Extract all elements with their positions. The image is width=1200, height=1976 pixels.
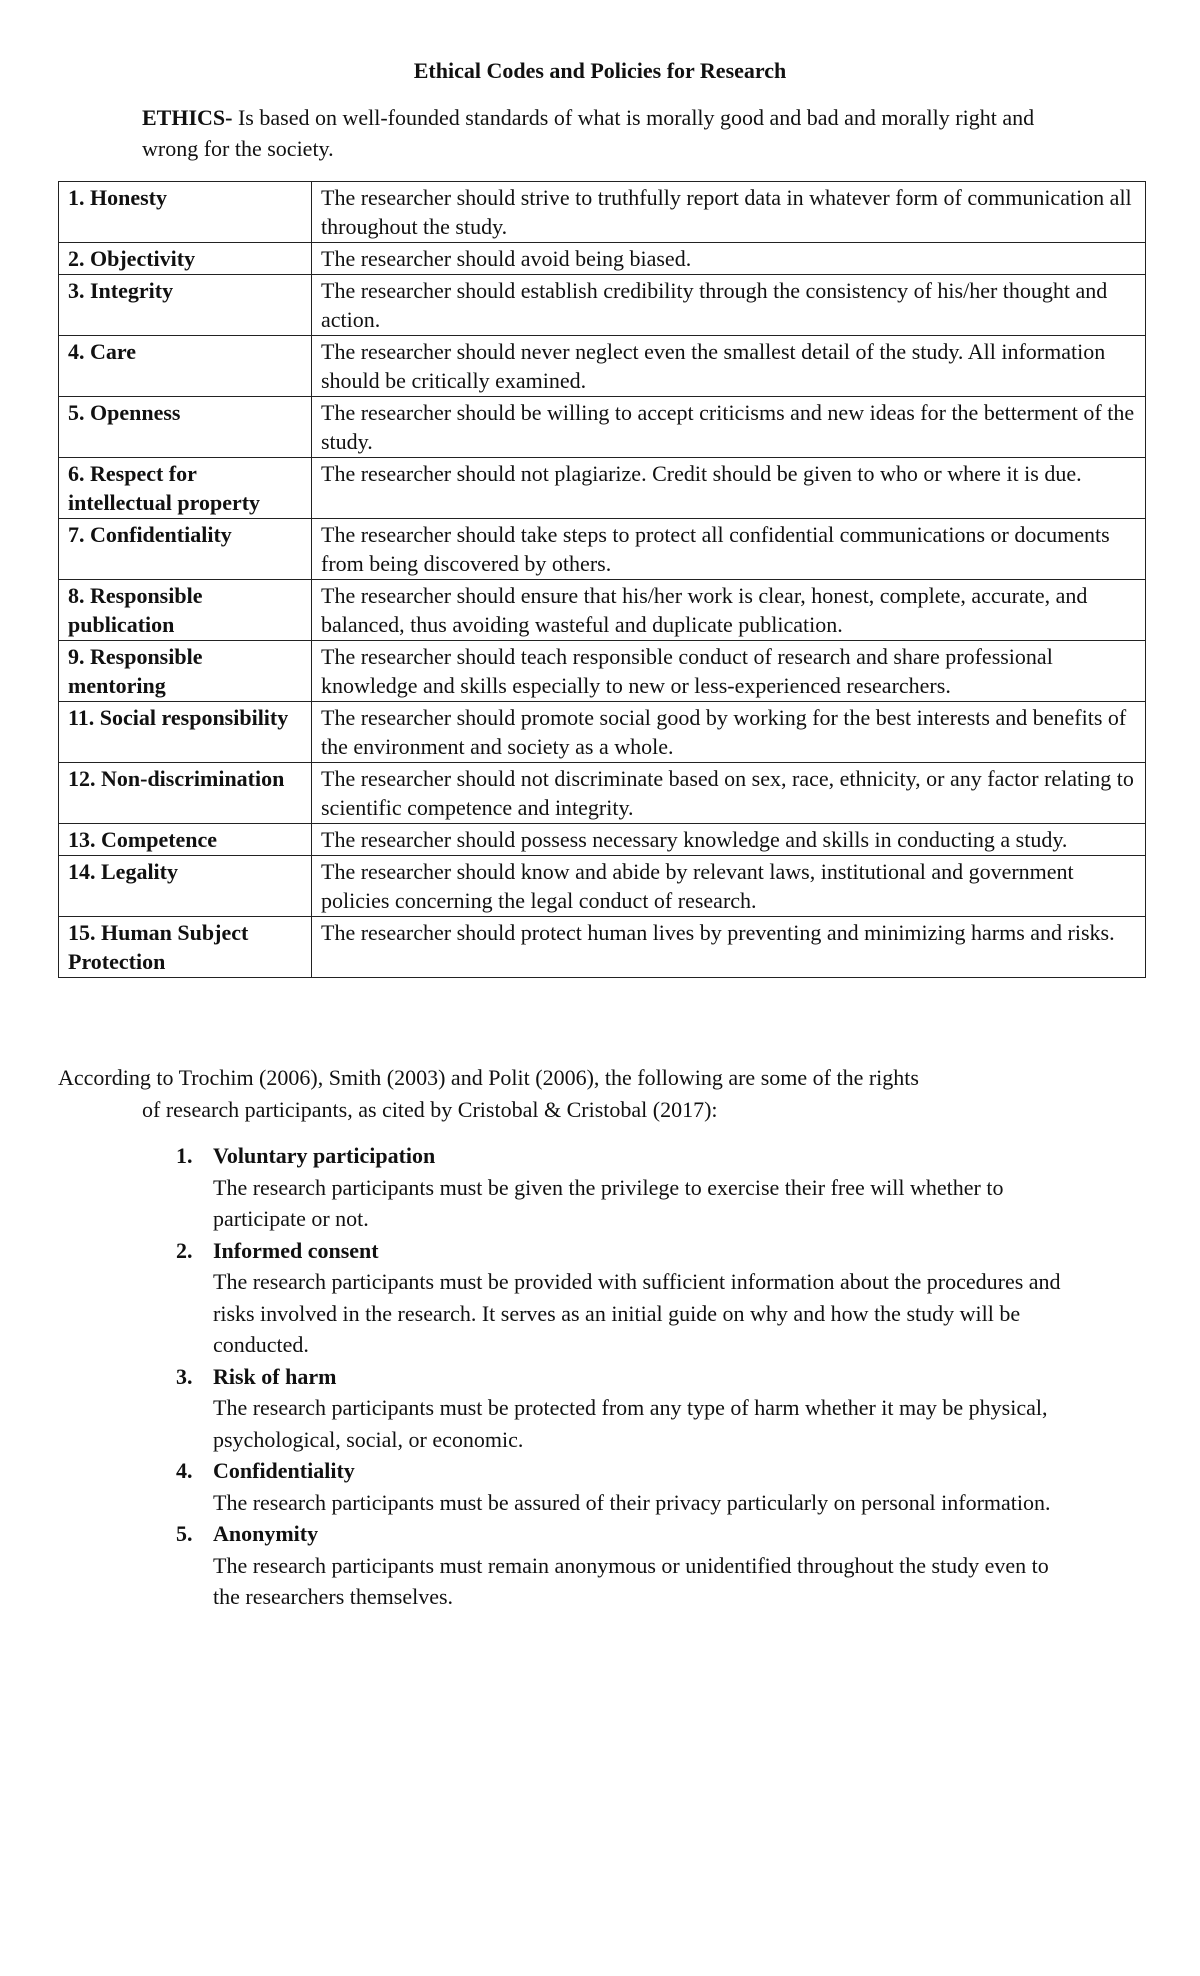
code-description: The researcher should be willing to accept criticisms and new ideas for the betterment of the study. xyxy=(312,397,1146,458)
table-row xyxy=(59,641,1146,702)
code-name: 1. Honesty xyxy=(59,182,312,243)
table-row xyxy=(59,519,1146,580)
code-description: The researcher should avoid being biased. xyxy=(312,243,1146,275)
table-row xyxy=(59,243,1146,275)
page-title: Ethical Codes and Policies for Research xyxy=(413,58,787,83)
code-description: The researcher should strive to truthfully report data in whatever form of communication all throughout the study. xyxy=(312,182,1146,243)
right-description: The research participants must be given the privilege to exercise their free will whether to participate or not. xyxy=(213,1174,1004,1231)
right-title: Confidentiality xyxy=(213,1458,355,1483)
code-name: 7. Confidentiality xyxy=(59,519,312,580)
ethics-definition xyxy=(142,102,1042,164)
list-number: 5. xyxy=(176,1521,193,1546)
code-name: 2. Objectivity xyxy=(59,243,312,275)
list-number: 1. xyxy=(176,1143,193,1168)
code-name: 5. Openness xyxy=(59,397,312,458)
right-description: The research participants must remain anonymous or unidentified throughout the study even to the researchers themselves. xyxy=(213,1552,1049,1609)
ethics-term: ETHICS- xyxy=(142,105,233,130)
code-description: The researcher should establish credibility through the consistency of his/her thought and action. xyxy=(312,275,1146,336)
table-row xyxy=(59,275,1146,336)
ethics-definition-text: Is based on well-founded standards of what is morally good and bad and morally right and wrong for the society. xyxy=(142,105,1035,161)
code-description: The researcher should never neglect even the smallest detail of the study. All information should be critically examined. xyxy=(312,336,1146,397)
right-title: Informed consent xyxy=(213,1237,379,1263)
participant-rights-list xyxy=(160,1140,1080,1613)
code-name: 14. Legality xyxy=(59,856,312,917)
code-name: 11. Social responsibility xyxy=(59,702,312,763)
right-description: The research participants must be provided with sufficient information about the procedures and risks involved in the research. It serves as an initial guide on why and how the study will be conducted. xyxy=(213,1269,1061,1357)
code-description: The researcher should ensure that his/her work is clear, honest, complete, accurate, and balanced, thus avoiding wasteful and duplicate publication. xyxy=(312,580,1146,641)
table-row xyxy=(59,702,1146,763)
right-title: Voluntary participation xyxy=(213,1143,436,1168)
code-description: The researcher should promote social good by working for the best interests and benefits of the environment and society as a whole. xyxy=(312,702,1146,763)
list-number: 3. xyxy=(176,1363,193,1389)
table-row xyxy=(59,580,1146,641)
code-name: 12. Non-discrimination xyxy=(59,763,312,824)
code-name: 13. Competence xyxy=(59,824,312,856)
code-description: The researcher should not discriminate based on sex, race, ethnicity, or any factor relating to scientific competence and integrity. xyxy=(312,763,1146,824)
table-row xyxy=(59,824,1146,856)
list-item xyxy=(160,1455,1080,1518)
list-item xyxy=(160,1518,1080,1613)
rights-intro-line-2: of research participants, as cited by Cristobal & Cristobal (2017): xyxy=(142,1097,718,1122)
list-number: 4. xyxy=(176,1458,193,1483)
table-row xyxy=(59,917,1146,978)
right-description: The research participants must be assured of their privacy particularly on personal information. xyxy=(213,1489,1051,1515)
table-row xyxy=(59,856,1146,917)
right-title: Risk of harm xyxy=(213,1363,337,1389)
code-name: 6. Respect for intellectual property xyxy=(59,458,312,519)
list-item xyxy=(160,1235,1080,1361)
code-description: The researcher should protect human lives by preventing and minimizing harms and risks. xyxy=(312,917,1146,978)
code-name: 9. Responsible mentoring xyxy=(59,641,312,702)
right-title: Anonymity xyxy=(213,1521,319,1546)
code-description: The researcher should possess necessary knowledge and skills in conducting a study. xyxy=(312,824,1146,856)
table-row xyxy=(59,763,1146,824)
right-description: The research participants must be protected from any type of harm whether it may be physical, psychological, social, or economic. xyxy=(213,1395,1048,1452)
table-row xyxy=(59,336,1146,397)
rights-intro-paragraph xyxy=(58,1062,1098,1126)
table-row xyxy=(59,397,1146,458)
code-name: 3. Integrity xyxy=(59,275,312,336)
code-description: The researcher should teach responsible conduct of research and share professional knowledge and skills especially to new or less-experienced researchers. xyxy=(312,641,1146,702)
table-row xyxy=(59,182,1146,243)
code-name: 4. Care xyxy=(59,336,312,397)
list-item xyxy=(160,1140,1080,1235)
code-description: The researcher should know and abide by relevant laws, institutional and government policies concerning the legal conduct of research. xyxy=(312,856,1146,917)
code-description: The researcher should not plagiarize. Credit should be given to who or where it is due. xyxy=(312,458,1146,519)
table-row xyxy=(59,458,1146,519)
list-number: 2. xyxy=(176,1237,193,1263)
code-description: The researcher should take steps to protect all confidential communications or documents from being discovered by others. xyxy=(312,519,1146,580)
code-name: 8. Responsible publication xyxy=(59,580,312,641)
ethical-codes-table xyxy=(58,181,1146,978)
list-item xyxy=(160,1361,1080,1456)
rights-intro-line-1: According to Trochim (2006), Smith (2003) and Polit (2006), the following are some of the rights xyxy=(58,1065,919,1090)
code-name: 15. Human Subject Protection xyxy=(59,917,312,978)
